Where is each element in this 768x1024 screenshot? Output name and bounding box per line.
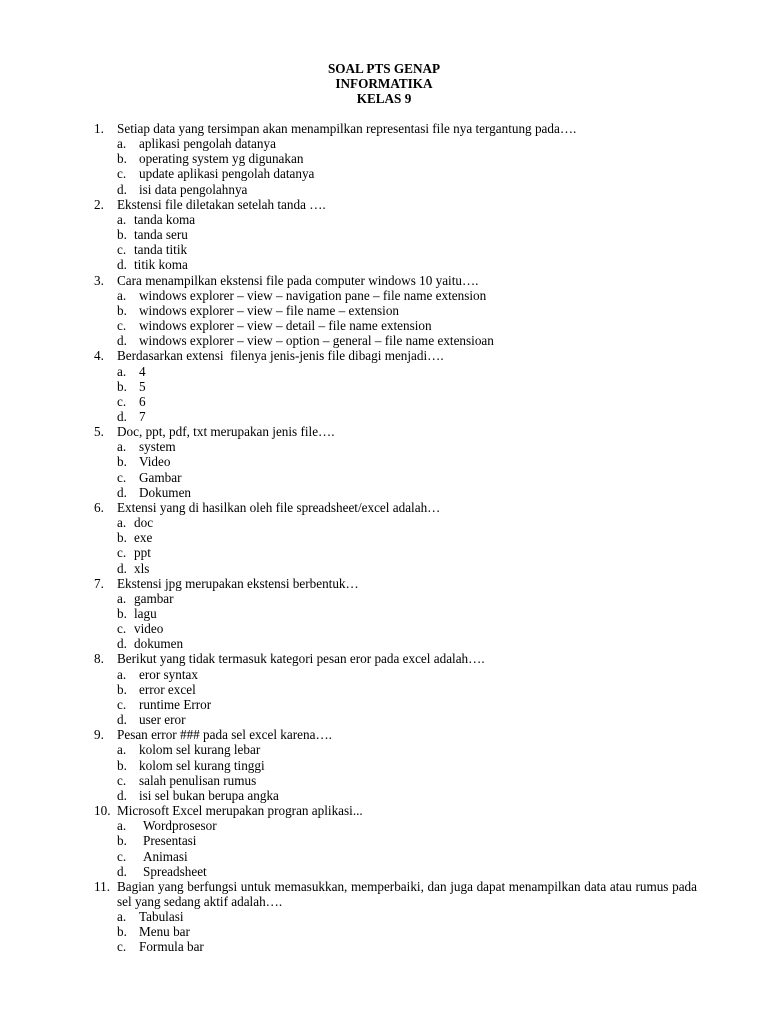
question-2 xyxy=(0,197,768,273)
option-d xyxy=(0,636,768,651)
option-text: windows explorer – view – navigation pane – file name extension xyxy=(139,287,487,303)
question-stem xyxy=(0,273,768,288)
question-text: Microsoft Excel merupakan progran aplikasi... xyxy=(117,803,363,819)
option-letter: b. xyxy=(117,833,127,849)
option-text: video xyxy=(134,621,164,637)
option-letter: d. xyxy=(117,712,127,728)
question-3 xyxy=(0,273,768,349)
option-text: 6 xyxy=(139,393,146,409)
option-a xyxy=(0,439,768,454)
question-stem xyxy=(0,424,768,439)
option-a xyxy=(0,364,768,379)
question-list xyxy=(0,121,768,955)
option-b xyxy=(0,682,768,697)
option-text: gambar xyxy=(134,590,174,606)
option-text: 5 xyxy=(139,378,146,394)
question-text: Cara menampilkan ekstensi file pada computer windows 10 yaitu…. xyxy=(117,272,479,288)
option-c xyxy=(0,166,768,181)
option-text: runtime Error xyxy=(139,696,212,712)
option-letter: c. xyxy=(117,393,127,409)
question-stem xyxy=(0,576,768,591)
option-letter: b. xyxy=(117,757,127,773)
option-text: update aplikasi pengolah datanya xyxy=(139,166,315,182)
option-d xyxy=(0,333,768,348)
question-stem xyxy=(0,803,768,818)
question-1 xyxy=(0,121,768,197)
option-letter: c. xyxy=(117,469,127,485)
option-letter: b. xyxy=(117,378,127,394)
option-text: ppt xyxy=(134,545,151,561)
option-b xyxy=(0,151,768,166)
option-c xyxy=(0,849,768,864)
option-c xyxy=(0,697,768,712)
option-letter: b. xyxy=(117,924,127,940)
question-text: Setiap data yang tersimpan akan menampilkan representasi file nya tergantung pada…. xyxy=(117,121,577,136)
option-letter: d. xyxy=(117,333,127,349)
option-a xyxy=(0,742,768,757)
option-letter: b. xyxy=(117,606,127,621)
option-text: doc xyxy=(134,515,154,531)
option-text: salah penulisan rumus xyxy=(139,772,257,788)
option-text: system xyxy=(139,439,176,455)
option-c xyxy=(0,242,768,257)
option-letter: a. xyxy=(117,136,127,152)
option-a xyxy=(0,212,768,227)
option-letter: a. xyxy=(117,818,127,834)
option-b xyxy=(0,379,768,394)
option-letter: b. xyxy=(117,227,127,243)
header-class: KELAS 9 xyxy=(356,91,412,107)
question-stem xyxy=(0,348,768,363)
option-text: kolom sel kurang lebar xyxy=(139,742,261,758)
option-d xyxy=(0,257,768,272)
option-letter: d. xyxy=(117,636,127,652)
option-text: aplikasi pengolah datanya xyxy=(139,136,276,152)
question-text: Bagian yang berfungsi untuk memasukkan, memperbaiki, dan juga dapat menampilkan data atau rumus pada sel yang sedang aktif adalah…. xyxy=(117,878,697,909)
header-title: SOAL PTS GENAP xyxy=(327,61,441,76)
option-letter: a. xyxy=(117,363,127,379)
option-b xyxy=(0,227,768,242)
option-letter: a. xyxy=(117,211,127,227)
option-letter: b. xyxy=(117,151,127,167)
question-10 xyxy=(0,803,768,879)
option-letter: d. xyxy=(117,787,127,803)
option-b xyxy=(0,303,768,318)
option-a xyxy=(0,909,768,924)
option-d xyxy=(0,864,768,879)
question-4 xyxy=(0,348,768,424)
option-letter: a. xyxy=(117,742,127,758)
option-text: kolom sel kurang tinggi xyxy=(139,757,265,773)
question-8 xyxy=(0,651,768,727)
question-number: 7. xyxy=(94,575,104,591)
option-letter: c. xyxy=(117,939,127,955)
option-letter: d. xyxy=(117,560,127,576)
question-7 xyxy=(0,576,768,652)
option-text: Menu bar xyxy=(139,924,190,940)
option-b xyxy=(0,758,768,773)
option-text: exe xyxy=(134,530,153,546)
option-letter: b. xyxy=(117,454,127,470)
option-d xyxy=(0,788,768,803)
option-text: eror syntax xyxy=(139,666,198,682)
option-c xyxy=(0,394,768,409)
option-letter: c. xyxy=(117,166,127,182)
option-a xyxy=(0,591,768,606)
option-c xyxy=(0,621,768,636)
option-letter: c. xyxy=(117,772,127,788)
option-letter: d. xyxy=(117,181,127,197)
question-number: 11. xyxy=(94,878,110,894)
option-letter: c. xyxy=(117,318,127,334)
option-c xyxy=(0,939,768,954)
option-letter: c. xyxy=(117,621,127,637)
option-letter: b. xyxy=(117,302,127,318)
option-text: Tabulasi xyxy=(139,909,184,925)
option-letter: c. xyxy=(117,545,127,561)
question-stem xyxy=(0,197,768,212)
option-text: Wordprosesor xyxy=(143,818,217,834)
option-c xyxy=(0,545,768,560)
option-d xyxy=(0,485,768,500)
option-a xyxy=(0,136,768,151)
option-text: Dokumen xyxy=(139,484,192,500)
option-text: Animasi xyxy=(143,848,188,864)
option-text: isi sel bukan berupa angka xyxy=(139,787,279,803)
question-number: 4. xyxy=(94,348,104,364)
option-text: dokumen xyxy=(134,636,184,652)
question-9 xyxy=(0,727,768,803)
option-b xyxy=(0,530,768,545)
option-d xyxy=(0,409,768,424)
option-text: Formula bar xyxy=(139,939,204,955)
option-letter: d. xyxy=(117,257,127,273)
question-stem xyxy=(0,500,768,515)
option-d xyxy=(0,712,768,727)
option-text: error excel xyxy=(139,681,196,697)
option-letter: c. xyxy=(117,696,127,712)
option-text: 4 xyxy=(139,363,146,379)
question-text: Pesan error ### pada sel excel karena…. xyxy=(117,727,332,743)
option-text: xls xyxy=(134,560,150,576)
question-number: 5. xyxy=(94,424,104,440)
question-number: 6. xyxy=(94,499,104,515)
question-number: 9. xyxy=(94,727,104,743)
question-stem xyxy=(0,879,768,909)
question-6 xyxy=(0,500,768,576)
question-11 xyxy=(0,879,768,955)
option-c xyxy=(0,470,768,485)
option-text: titik koma xyxy=(134,257,188,273)
question-text: Ekstensi jpg merupakan ekstensi berbentuk… xyxy=(117,575,359,591)
option-a xyxy=(0,667,768,682)
question-number: 10. xyxy=(94,803,111,819)
question-stem xyxy=(0,121,768,136)
question-text: Ekstensi file diletakan setelah tanda …. xyxy=(117,196,326,212)
option-letter: a. xyxy=(117,590,127,606)
option-text: windows explorer – view – detail – file name extension xyxy=(139,318,432,334)
option-text: 7 xyxy=(139,408,146,424)
question-text: Berdasarkan extensi filenya jenis-jenis file dibagi menjadi…. xyxy=(117,348,444,364)
document-header xyxy=(0,61,768,106)
question-stem xyxy=(0,651,768,666)
option-b xyxy=(0,924,768,939)
question-text: Doc, ppt, pdf, txt merupakan jenis file…. xyxy=(117,424,335,440)
option-letter: b. xyxy=(117,681,127,697)
question-number: 2. xyxy=(94,196,104,212)
option-letter: d. xyxy=(117,863,127,879)
option-letter: c. xyxy=(117,242,127,258)
option-letter: a. xyxy=(117,287,127,303)
option-text: windows explorer – view – option – general – file name extensioan xyxy=(139,333,494,349)
option-a xyxy=(0,288,768,303)
question-stem xyxy=(0,727,768,742)
question-number: 3. xyxy=(94,272,104,288)
question-5 xyxy=(0,424,768,500)
option-text: Gambar xyxy=(139,469,182,485)
option-letter: a. xyxy=(117,666,127,682)
option-letter: c. xyxy=(117,848,127,864)
option-text: tanda koma xyxy=(134,211,196,227)
option-text: lagu xyxy=(134,606,157,621)
option-d xyxy=(0,561,768,576)
option-letter: a. xyxy=(117,909,127,925)
option-text: isi data pengolahnya xyxy=(139,181,248,197)
option-b xyxy=(0,833,768,848)
option-text: Video xyxy=(139,454,171,470)
option-d xyxy=(0,182,768,197)
option-text: operating system yg digunakan xyxy=(139,151,304,167)
option-letter: b. xyxy=(117,530,127,546)
question-number: 8. xyxy=(94,651,104,667)
option-b xyxy=(0,454,768,469)
question-text: Berikut yang tidak termasuk kategori pesan eror pada excel adalah…. xyxy=(117,651,485,667)
option-letter: d. xyxy=(117,484,127,500)
option-text: tanda seru xyxy=(134,227,188,243)
option-c xyxy=(0,773,768,788)
option-a xyxy=(0,515,768,530)
option-text: user eror xyxy=(139,712,186,728)
option-text: tanda titik xyxy=(134,242,188,258)
option-a xyxy=(0,818,768,833)
question-text: Extensi yang di hasilkan oleh file spreadsheet/excel adalah… xyxy=(117,499,441,515)
option-text: Spreadsheet xyxy=(143,863,207,879)
option-letter: a. xyxy=(117,515,127,531)
option-text: Presentasi xyxy=(143,833,197,849)
header-subject: INFORMATIKA xyxy=(335,76,433,92)
option-letter: a. xyxy=(117,439,127,455)
option-b xyxy=(0,606,768,621)
question-number: 1. xyxy=(94,121,104,136)
option-c xyxy=(0,318,768,333)
option-letter: d. xyxy=(117,408,127,424)
option-text: windows explorer – view – file name – extension xyxy=(139,302,400,318)
